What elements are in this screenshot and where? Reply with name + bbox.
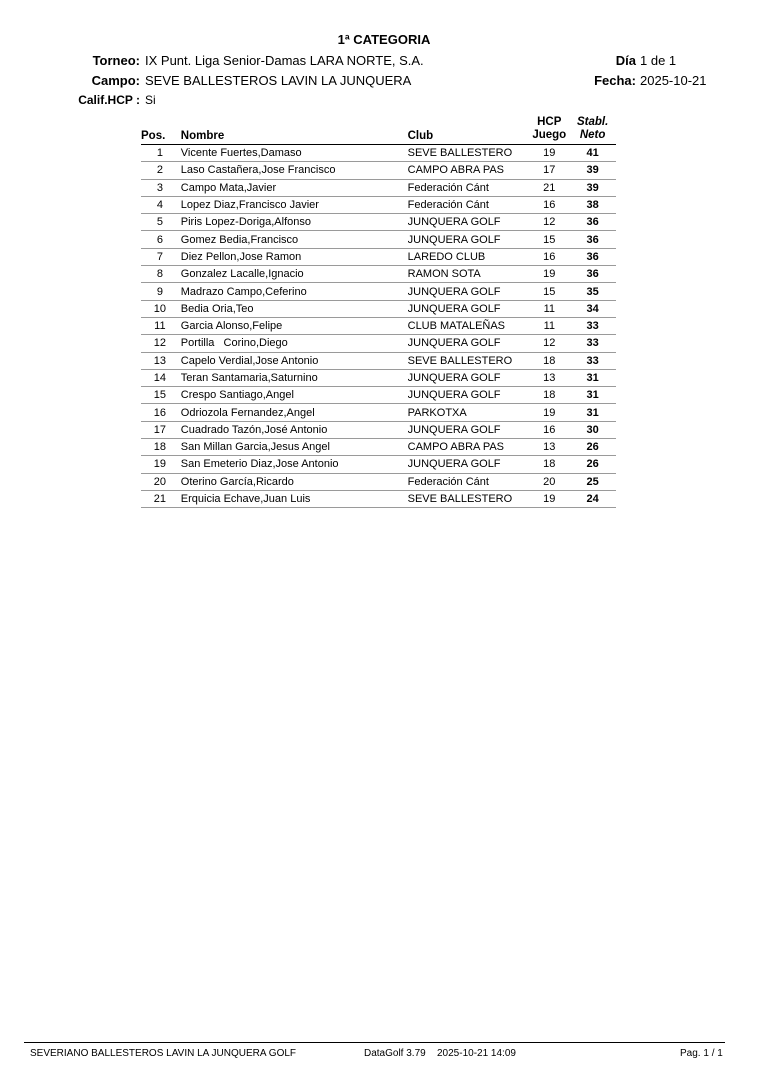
table-row — [141, 266, 616, 283]
header-stbl-line2: Neto — [579, 129, 606, 141]
cell-pos: 2 — [141, 162, 179, 179]
cell-club: LAREDO CLUB — [408, 248, 530, 265]
cell-neto: 41 — [569, 145, 616, 162]
cell-club: JUNQUERA GOLF — [408, 300, 530, 317]
cell-neto: 26 — [569, 456, 616, 473]
cell-name: Odriozola Fernandez,Angel — [179, 404, 408, 421]
table-row — [141, 300, 616, 317]
table-row — [141, 196, 616, 213]
footer-software: DataGolf 3.79 — [364, 1048, 426, 1059]
footer-page: Pag. 1 / 1 — [680, 1048, 723, 1059]
cell-hcp: 19 — [529, 404, 569, 421]
cell-club: PARKOTXA — [408, 404, 530, 421]
fecha-label: Fecha: — [594, 73, 636, 88]
cell-hcp: 15 — [529, 283, 569, 300]
cell-hcp: 18 — [529, 352, 569, 369]
cell-pos: 20 — [141, 473, 179, 490]
cell-club: Federación Cánt — [408, 473, 530, 490]
cell-pos: 13 — [141, 352, 179, 369]
header-hcp-line1: HCP — [537, 116, 562, 128]
cell-name: Gonzalez Lacalle,Ignacio — [179, 266, 408, 283]
cell-neto: 34 — [569, 300, 616, 317]
fecha-value: 2025-10-21 — [640, 73, 707, 88]
table-row — [141, 421, 616, 438]
cell-pos: 18 — [141, 439, 179, 456]
table-header-row — [141, 112, 616, 145]
cell-hcp: 17 — [529, 162, 569, 179]
cell-pos: 16 — [141, 404, 179, 421]
header-club: Club — [408, 112, 530, 145]
cell-club: JUNQUERA GOLF — [408, 335, 530, 352]
cell-name: Campo Mata,Javier — [179, 179, 408, 196]
cell-club: CLUB MATALEÑAS — [408, 317, 530, 334]
cell-hcp: 19 — [529, 490, 569, 507]
cell-club: SEVE BALLESTERO — [408, 352, 530, 369]
cell-hcp: 21 — [529, 179, 569, 196]
cell-pos: 3 — [141, 179, 179, 196]
cell-neto: 26 — [569, 439, 616, 456]
cell-club: JUNQUERA GOLF — [408, 387, 530, 404]
cell-pos: 5 — [141, 214, 179, 231]
cell-pos: 21 — [141, 490, 179, 507]
cell-hcp: 19 — [529, 266, 569, 283]
results-table — [141, 112, 616, 508]
table-row — [141, 387, 616, 404]
cell-name: Oterino García,Ricardo — [179, 473, 408, 490]
table-row — [141, 404, 616, 421]
cell-hcp: 19 — [529, 145, 569, 162]
cell-club: JUNQUERA GOLF — [408, 369, 530, 386]
table-row — [141, 352, 616, 369]
header-pos: Pos. — [141, 112, 179, 145]
cell-neto: 31 — [569, 387, 616, 404]
cell-pos: 19 — [141, 456, 179, 473]
header-stableford — [569, 112, 616, 145]
cell-club: RAMON SOTA — [408, 266, 530, 283]
cell-pos: 10 — [141, 300, 179, 317]
table-row — [141, 317, 616, 334]
header-hcp-line2: Juego — [532, 129, 567, 141]
cell-neto: 31 — [569, 404, 616, 421]
cell-hcp: 11 — [529, 317, 569, 334]
table-row — [141, 162, 616, 179]
table-row — [141, 335, 616, 352]
cell-club: JUNQUERA GOLF — [408, 421, 530, 438]
page-title: 1ª CATEGORIA — [337, 32, 431, 47]
footer-divider — [24, 1042, 725, 1043]
cell-neto: 39 — [569, 179, 616, 196]
cell-club: Federación Cánt — [408, 196, 530, 213]
cell-club: CAMPO ABRA PAS — [408, 162, 530, 179]
cell-name: Cuadrado Tazón,José Antonio — [179, 421, 408, 438]
cell-pos: 6 — [141, 231, 179, 248]
cell-neto: 36 — [569, 248, 616, 265]
table-row — [141, 490, 616, 507]
cell-hcp: 16 — [529, 421, 569, 438]
calif-hcp-value: Si — [145, 93, 156, 107]
cell-neto: 24 — [569, 490, 616, 507]
cell-name: San Emeterio Diaz,Jose Antonio — [179, 456, 408, 473]
cell-pos: 12 — [141, 335, 179, 352]
cell-hcp: 12 — [529, 335, 569, 352]
cell-club: JUNQUERA GOLF — [408, 456, 530, 473]
table-row — [141, 214, 616, 231]
cell-neto: 35 — [569, 283, 616, 300]
cell-name: Diez Pellon,Jose Ramon — [179, 248, 408, 265]
cell-club: SEVE BALLESTERO — [408, 145, 530, 162]
cell-pos: 9 — [141, 283, 179, 300]
cell-name: Piris Lopez-Doriga,Alfonso — [179, 214, 408, 231]
cell-hcp: 18 — [529, 387, 569, 404]
cell-hcp: 18 — [529, 456, 569, 473]
header-hcp — [529, 112, 569, 145]
dia-label: Día — [615, 53, 636, 68]
cell-hcp: 16 — [529, 248, 569, 265]
cell-neto: 39 — [569, 162, 616, 179]
cell-club: JUNQUERA GOLF — [408, 214, 530, 231]
cell-hcp: 12 — [529, 214, 569, 231]
cell-name: Vicente Fuertes,Damaso — [179, 145, 408, 162]
cell-name: Gomez Bedia,Francisco — [179, 231, 408, 248]
cell-name: Capelo Verdial,Jose Antonio — [179, 352, 408, 369]
cell-name: Bedia Oria,Teo — [179, 300, 408, 317]
cell-name: Portilla Corino,Diego — [179, 335, 408, 352]
cell-neto: 25 — [569, 473, 616, 490]
table-row — [141, 439, 616, 456]
header-name: Nombre — [179, 112, 408, 145]
table-row — [141, 283, 616, 300]
cell-pos: 17 — [141, 421, 179, 438]
campo-label: Campo: — [91, 73, 140, 88]
campo-value: SEVE BALLESTEROS LAVIN LA JUNQUERA — [145, 73, 412, 88]
cell-neto: 36 — [569, 266, 616, 283]
cell-neto: 33 — [569, 352, 616, 369]
cell-hcp: 11 — [529, 300, 569, 317]
torneo-label: Torneo: — [92, 53, 140, 68]
cell-hcp: 13 — [529, 439, 569, 456]
cell-neto: 33 — [569, 335, 616, 352]
cell-club: Federación Cánt — [408, 179, 530, 196]
table-row — [141, 179, 616, 196]
cell-hcp: 16 — [529, 196, 569, 213]
cell-name: Garcia Alonso,Felipe — [179, 317, 408, 334]
cell-name: Erquicia Echave,Juan Luis — [179, 490, 408, 507]
table-row — [141, 248, 616, 265]
cell-hcp: 20 — [529, 473, 569, 490]
header-stbl-line1: Stabl. — [576, 116, 609, 128]
cell-neto: 30 — [569, 421, 616, 438]
cell-neto: 36 — [569, 214, 616, 231]
cell-neto: 33 — [569, 317, 616, 334]
footer-timestamp: 2025-10-21 14:09 — [437, 1048, 516, 1059]
cell-neto: 31 — [569, 369, 616, 386]
table-row — [141, 369, 616, 386]
cell-name: Crespo Santiago,Angel — [179, 387, 408, 404]
cell-pos: 8 — [141, 266, 179, 283]
results-body — [141, 145, 616, 508]
cell-pos: 11 — [141, 317, 179, 334]
cell-club: CAMPO ABRA PAS — [408, 439, 530, 456]
cell-name: Lopez Diaz,Francisco Javier — [179, 196, 408, 213]
cell-pos: 14 — [141, 369, 179, 386]
cell-hcp: 15 — [529, 231, 569, 248]
cell-pos: 7 — [141, 248, 179, 265]
torneo-value: IX Punt. Liga Senior-Damas LARA NORTE, S.A. — [145, 53, 424, 68]
cell-name: Teran Santamaria,Saturnino — [179, 369, 408, 386]
cell-pos: 15 — [141, 387, 179, 404]
table-row — [141, 145, 616, 162]
footer-club: SEVERIANO BALLESTEROS LAVIN LA JUNQUERA GOLF — [30, 1048, 297, 1059]
cell-hcp: 13 — [529, 369, 569, 386]
cell-pos: 1 — [141, 145, 179, 162]
cell-name: Laso Castañera,Jose Francisco — [179, 162, 408, 179]
cell-name: Madrazo Campo,Ceferino — [179, 283, 408, 300]
dia-value: 1 de 1 — [640, 53, 677, 68]
cell-neto: 36 — [569, 231, 616, 248]
cell-name: San Millan Garcia,Jesus Angel — [179, 439, 408, 456]
cell-club: JUNQUERA GOLF — [408, 283, 530, 300]
table-row — [141, 456, 616, 473]
cell-pos: 4 — [141, 196, 179, 213]
cell-neto: 38 — [569, 196, 616, 213]
table-row — [141, 473, 616, 490]
cell-club: JUNQUERA GOLF — [408, 231, 530, 248]
cell-club: SEVE BALLESTERO — [408, 490, 530, 507]
calif-hcp-label: Calif.HCP : — [78, 93, 140, 107]
table-row — [141, 231, 616, 248]
